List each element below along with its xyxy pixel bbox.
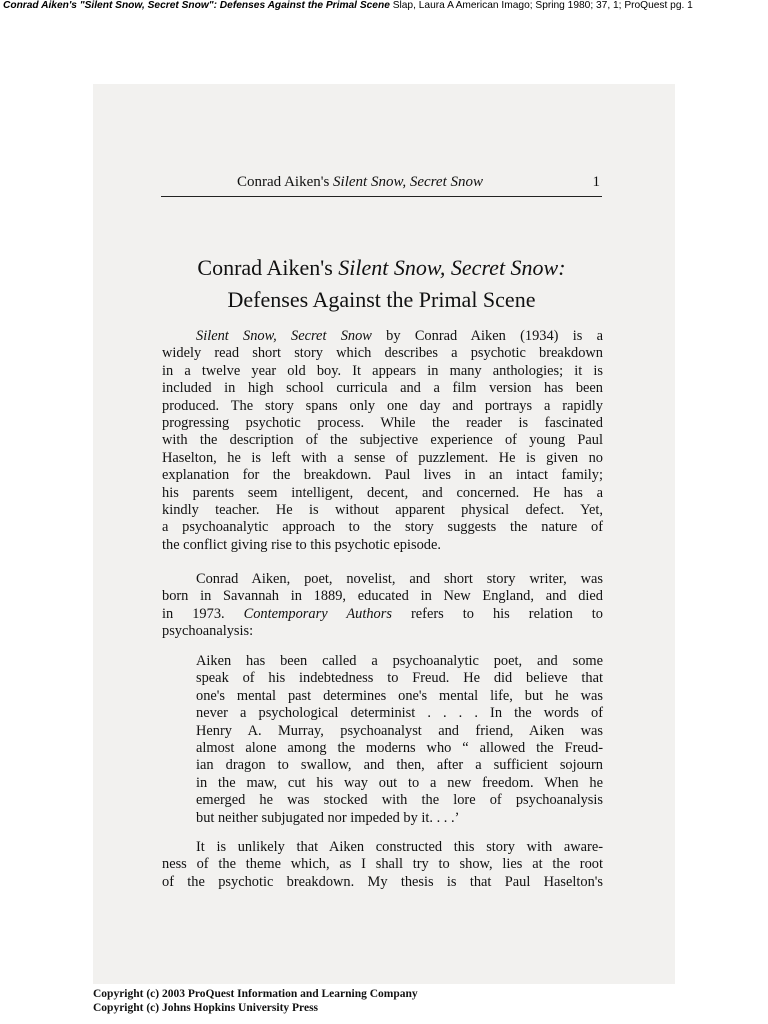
paragraph-3-line: ness of the theme which, as I shall try to show, lies at the root [162,856,603,873]
quote-line: in the maw, cut his way out to a new freedom. When he [196,774,603,791]
running-head [161,172,602,197]
paragraph-1-line: a psychoanalytic approach to the story suggests the nature of [162,519,603,536]
paragraph-3-line: It is unlikely that Aiken constructed this story with aware- [196,839,603,855]
page-number: 1 [592,174,600,190]
paragraph-1-line: the conflict giving rise to this psychotic episode. [162,536,441,553]
paragraph-3-line: of the psychotic breakdown. My thesis is that Paul Haselton's [162,873,603,890]
paragraph-2-line: in 1973. Contemporary Authors refers to his relation to [162,605,603,622]
source-article-title: Conrad Aiken's "Silent Snow, Secret Snow": Defenses Against the Primal Scene [3,0,390,11]
quote-line: one's mental past determines one's mental life, but he was [196,687,603,704]
quote-line: Aiken has been called a psychoanalytic poet, and some [196,653,603,669]
copyright-footer [93,987,418,1015]
paragraph-1-line: his parents seem intelligent, decent, and concerned. He has a [162,484,603,501]
copyright-line: Copyright (c) 2003 ProQuest Information and Learning Company [93,988,418,1000]
paragraph-1-line: progressing psychotic process. While the reader is fascinated [162,415,603,432]
paragraph-2-line: psychoanalysis: [162,623,254,640]
paragraph-2-line: born in Savannah in 1889, educated in New England, and died [162,588,603,605]
paragraph-2 [162,571,603,641]
quote-line: but neither subjugated nor impeded by it. . . .’ [196,809,460,826]
paragraph-1-line: Silent Snow, Secret Snow by Conrad Aiken (1934) is a [196,328,603,344]
article-title-line2: Defenses Against the Primal Scene [227,287,536,312]
paragraph-1-line: with the description of the subjective experience of young Paul [162,432,603,449]
paragraph-1 [162,328,603,554]
quote-line: emerged he was stocked with the lore of psychoanalysis [196,792,603,809]
paragraph-1-line: widely read short story which describes a psychotic breakdown [162,345,603,362]
paragraph-1-line: kindly teacher. He is without apparent physical defect. Yet, [162,502,603,519]
quote-line: ian dragon to swallow, and then, after a sufficient sojourn [196,757,603,774]
article-title-line1: Conrad Aiken's Silent Snow, Secret Snow: [197,255,566,280]
quote-line: speak of his indebtedness to Freud. He did believe that [196,670,603,687]
paragraph-1-line: explanation for the breakdown. Paul lives in an intact family; [162,467,603,484]
source-citation: Slap, Laura A American Imago; Spring 1980; 37, 1; ProQuest pg. 1 [389,0,693,11]
quote-line: Henry A. Murray, psychoanalyst and friend, Aiken was [196,722,603,739]
paragraph-3 [162,839,603,891]
quote-line: never a psychological determinist . . . . In the words of [196,705,603,722]
copyright-line: Copyright (c) Johns Hopkins University Press [93,1002,319,1014]
block-quote [196,653,603,827]
running-head-title: Conrad Aiken's Silent Snow, Secret Snow [237,174,484,190]
quote-line: almost alone among the moderns who “ allowed the Freud- [196,740,603,757]
article-title [161,252,602,316]
paragraph-2-line: Conrad Aiken, poet, novelist, and short story writer, was [196,571,603,587]
paragraph-1-line: Haselton, he is left with a sense of puzzlement. He is given no [162,449,603,466]
document-source-header [0,0,768,14]
paragraph-1-line: included in high school curricula and a film version has been [162,380,603,397]
paragraph-1-line: produced. The story spans only one day and portrays a rapidly [162,397,603,414]
paragraph-1-line: in a twelve year old boy. It appears in many anthologies; it is [162,362,603,379]
